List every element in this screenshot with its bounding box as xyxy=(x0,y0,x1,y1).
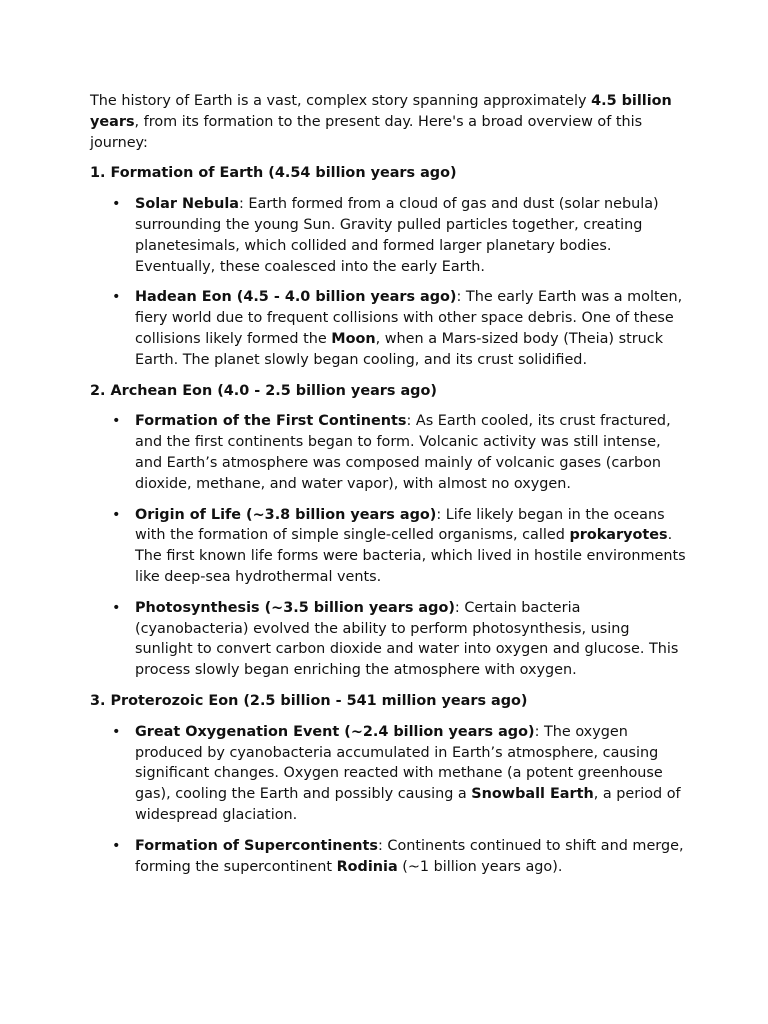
list-item xyxy=(90,598,690,681)
item-emphasis: prokaryotes xyxy=(569,527,668,544)
intro-paragraph xyxy=(90,91,690,153)
intro-text-2: , from its formation to the present day. Here's a broad overview of this journey: xyxy=(90,113,643,151)
item-text: , a period of widespread glaciation. xyxy=(135,786,681,823)
bullet-icon: • xyxy=(112,413,121,430)
item-title: Great Oxygenation Event (~2.4 billion years ago) xyxy=(135,723,535,740)
bullet-icon: • xyxy=(112,506,121,523)
item-title: Formation of the First Continents xyxy=(135,413,407,430)
item-emphasis: Snowball Earth xyxy=(471,786,594,803)
list-item xyxy=(90,287,690,370)
item-text: , when a Mars-sized body (Theia) struck Earth. The planet slowly began cooling, and its crust solidified. xyxy=(135,330,664,368)
list-item xyxy=(90,194,690,277)
section-list-archean xyxy=(90,411,690,681)
bullet-icon: • xyxy=(112,837,121,854)
bullet-icon: • xyxy=(112,599,121,616)
list-item xyxy=(90,505,690,588)
list-item xyxy=(90,722,690,826)
item-title: Solar Nebula xyxy=(135,196,239,213)
item-text: (~1 billion years ago). xyxy=(397,858,563,875)
bullet-icon: • xyxy=(112,723,121,740)
list-item xyxy=(90,836,690,878)
item-title: Origin of Life (~3.8 billion years ago) xyxy=(135,506,437,523)
item-title: Photosynthesis (~3.5 billion years ago) xyxy=(135,599,455,616)
item-text: : The early Earth was a molten, fiery world due to frequent collisions with other space debris. One of these collisions likely formed the xyxy=(135,289,683,347)
document-page xyxy=(90,91,690,887)
item-text: . The first known life forms were bacteria, which lived in hostile environments like deep-sea hydrothermal vents. xyxy=(135,527,686,585)
item-text: : As Earth cooled, its crust fractured, and the first continents began to form. Volcanic activity was still intense, and Earth’s atmosphere was composed mainly of volcanic gases (carbon dioxide, methane, and water vapor), with almost no oxygen. xyxy=(135,413,671,492)
intro-emphasis: 4.5 billion years xyxy=(90,93,672,130)
item-title: Formation of Supercontinents xyxy=(135,837,378,854)
list-item xyxy=(90,411,690,494)
section-heading-proterozoic: 3. Proterozoic Eon (2.5 billion - 541 million years ago) xyxy=(90,692,528,709)
item-text: : Continents continued to shift and merge, forming the supercontinent xyxy=(135,837,684,875)
item-text: : Life likely began in the oceans with the formation of simple single-celled organisms, called xyxy=(135,506,665,544)
section-list-proterozoic xyxy=(90,722,690,878)
item-emphasis: Moon xyxy=(331,330,376,347)
item-text: : Certain bacteria (cyanobacteria) evolved the ability to perform photosynthesis, using sunlight to convert carbon dioxide and water into oxygen and glucose. This process slowly began enriching the atmosphere with oxygen. xyxy=(135,599,679,679)
item-text: : Earth formed from a cloud of gas and dust (solar nebula) surrounding the young Sun. Gravity pulled particles together, creating planetesimals, which collided and formed larger planetary bodies. Eventually, these coalesced into the early Earth. xyxy=(135,196,659,275)
bullet-icon: • xyxy=(112,196,121,213)
bullet-icon: • xyxy=(112,289,121,306)
section-heading-formation: 1. Formation of Earth (4.54 billion years ago) xyxy=(90,165,457,182)
item-emphasis: Rodinia xyxy=(336,858,398,875)
item-text: : The oxygen produced by cyanobacteria accumulated in Earth’s atmosphere, causing significant changes. Oxygen reacted with methane (a potent greenhouse gas), cooling the Earth and possibly causing a xyxy=(135,723,663,803)
section-heading-archean: 2. Archean Eon (4.0 - 2.5 billion years ago) xyxy=(90,382,437,399)
intro-text-1: The history of Earth is a vast, complex story spanning approximately xyxy=(90,93,592,109)
section-list-formation xyxy=(90,194,690,370)
item-title: Hadean Eon (4.5 - 4.0 billion years ago) xyxy=(135,289,457,306)
